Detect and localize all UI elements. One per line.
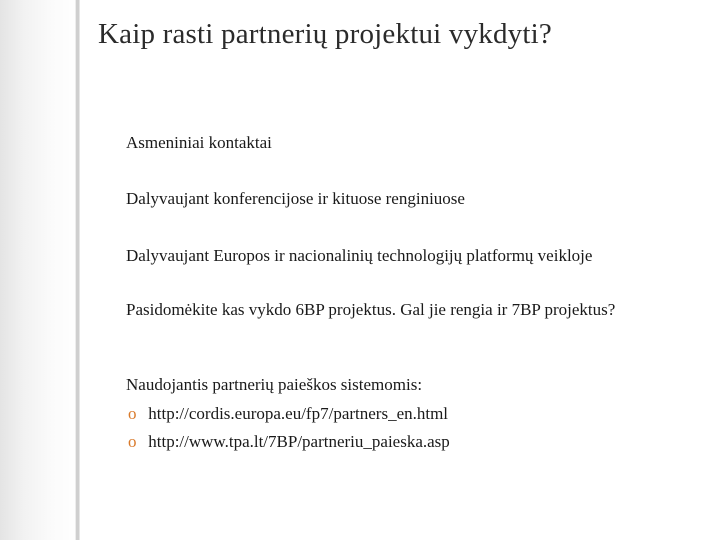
- bullet-item: [104, 132, 704, 154]
- bullet-text: Pasidomėkite kas vykdo 6BP projektus. Gal jie rengia ir 7BP projektus?: [126, 300, 616, 319]
- sub-link-list: [128, 403, 688, 459]
- bullet-text: Asmeniniai kontaktai: [126, 133, 272, 152]
- sub-bullet-circle-icon: o: [128, 404, 137, 423]
- bullet-text: Dalyvaujant konferencijose ir kituose renginiuose: [126, 189, 465, 208]
- slide-title: Kaip rasti partnerių projektui vykdyti?: [98, 18, 552, 50]
- bullet-item: [104, 188, 704, 210]
- partner-search-link-tpa[interactable]: http://www.tpa.lt/7BP/partneriu_paieska.asp: [148, 432, 450, 451]
- bullet-text: Naudojantis partnerių paieškos sistemomis:: [126, 375, 423, 394]
- left-margin-shadow: [0, 0, 80, 540]
- sub-list-item: [128, 403, 688, 431]
- bullet-item: [104, 374, 704, 396]
- sub-bullet-circle-icon: o: [128, 432, 137, 451]
- bullet-item: [104, 299, 624, 321]
- partner-search-link-cordis[interactable]: http://cordis.europa.eu/fp7/partners_en.html: [148, 404, 449, 423]
- bullet-item: [104, 245, 704, 267]
- bullet-text: Dalyvaujant Europos ir nacionalinių technologijų platformų veikloje: [126, 246, 593, 265]
- binding-line: [76, 0, 79, 540]
- sub-list-item: [128, 431, 688, 459]
